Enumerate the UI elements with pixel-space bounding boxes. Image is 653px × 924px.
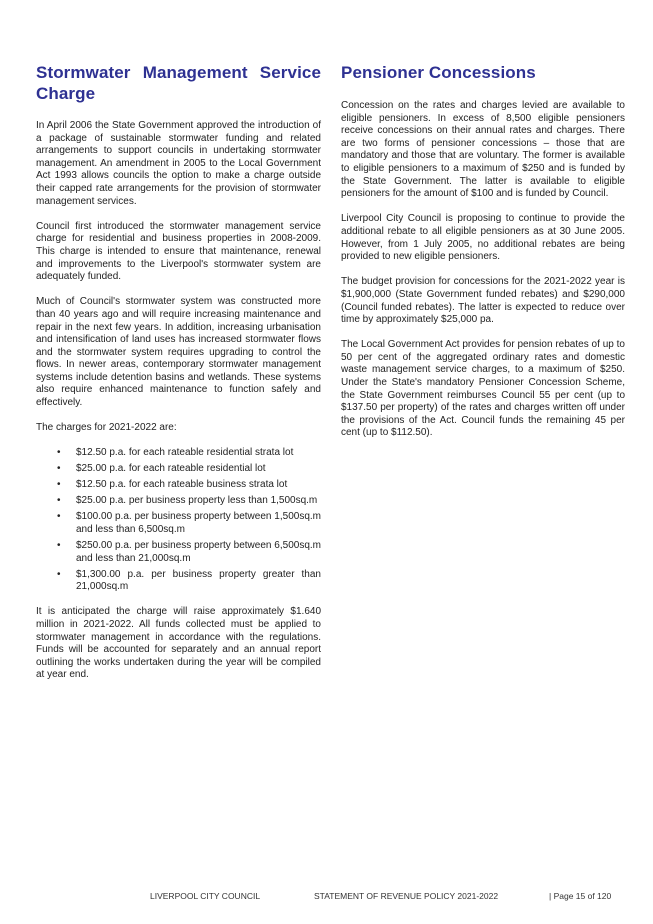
- charge-item: [36, 479, 321, 492]
- pensioner-paragraph: Liverpool City Council is proposing to continue to provide the additional rebate to all eligible pensioners as at 30 June 2005. However, from 1 July 2005, no additional rebates are being provided to new eligible pensioners.: [341, 213, 625, 263]
- charge-text: $250.00 p.a. per business property between 6,500sq.m and less than 21,000sq.m: [76, 539, 321, 564]
- stormwater-closing-paragraph: It is anticipated the charge will raise approximately $1.640 million in 2021-2022. All funds collected must be applied to stormwater management in accordance with the regulations. Funds will be accounted for separately and an annual report outlining the works undertaken during the year will be compiled at year end.: [36, 606, 321, 681]
- pensioner-paragraph: The budget provision for concessions for the 2021-2022 year is $1,900,000 (State Government funded rebates) and $290,000 (Council funded rebates). The latter is expected to reduce over time by approximately $25,000 pa.: [341, 276, 625, 326]
- charge-text: $25.00 p.a. for each rateable residential lot: [76, 462, 266, 474]
- charge-text: $100.00 p.a. per business property between 1,500sq.m and less than 6,500sq.m: [76, 511, 321, 535]
- charge-text: $25.00 p.a. per business property less than 1,500sq.m: [76, 495, 318, 507]
- bullet-icon: •: [57, 539, 61, 551]
- bullet-icon: •: [57, 446, 61, 458]
- footer-page-number: | Page 15 of 120: [549, 891, 612, 901]
- charge-item: [36, 569, 321, 594]
- bullet-icon: •: [57, 495, 61, 507]
- pensioner-heading: Pensioner Concessions: [341, 63, 536, 82]
- charge-item: [36, 447, 321, 460]
- bullet-icon: •: [57, 568, 61, 580]
- charge-text: $12.50 p.a. for each rateable business strata lot: [76, 479, 288, 491]
- stormwater-heading: Stormwater Management Service Charge: [36, 63, 321, 103]
- bullet-icon: •: [57, 462, 61, 474]
- stormwater-section: [36, 62, 321, 682]
- charges-list: [36, 447, 321, 594]
- footer-document-title: STATEMENT OF REVENUE POLICY 2021-2022: [314, 891, 499, 901]
- stormwater-paragraph: Much of Council's stormwater system was constructed more than 40 years ago and will require increasing maintenance and repair in the next few years. In addition, increasing urbanisation and intensification of land uses has increased stormwater flows and the stormwater system requires upgrading to control the flows. In newer areas, contemporary stormwater management systems include detention basins and wetlands. These systems also require enhanced maintenance to function safely and effectively.: [36, 296, 321, 409]
- charge-text: $1,300.00 p.a. per business property greater than 21,000sq.m: [76, 568, 321, 593]
- stormwater-paragraph: In April 2006 the State Government approved the introduction of a package of sustainable stormwater funding and related arrangements to support councils in undertaking stormwater management. An amendment in 2005 to the Local Government Act 1993 allows councils the option to make a charge outside their capped rate arrangements for the provision of stormwater management services.: [36, 120, 321, 207]
- stormwater-paragraph: Council first introduced the stormwater management service charge for residential and business properties in 2008-2009. This charge is intended to ensure that maintenance, renewal and improvements to the Liverpool's stormwater system are adequately funded.: [36, 220, 321, 283]
- charge-item: [36, 463, 321, 476]
- pensioner-paragraph: The Local Government Act provides for pension rebates of up to 50 per cent of the aggregated ordinary rates and domestic waste management service charges, to a maximum of $250. Under the State's mandatory Pensioner Concession Scheme, the State Government reimburses Council 55 per cent (up to $137.50 per property) of the rates and charges written off under the provisions of the Act. Council funds the remaining 45 per cent (up to $112.50).: [341, 339, 625, 439]
- footer-organisation: LIVERPOOL CITY COUNCIL: [150, 891, 261, 901]
- bullet-icon: •: [57, 479, 61, 491]
- bullet-icon: •: [57, 511, 61, 523]
- charge-item: [36, 511, 321, 536]
- pensioner-paragraph: Concession on the rates and charges levied are available to eligible pensioners. In excess of 8,500 eligible pensioners receive concessions on their annual rates and charges. There are two forms of pensioner concessions – those that are mandatory and those that are voluntary. The former is available to eligible pensioners to a maximum of $250 and is funded by the State Government. The latter is available to eligible pensioners for the amount of $100 and is funded by Council.: [341, 100, 625, 200]
- charges-intro: The charges for 2021-2022 are:: [36, 422, 177, 434]
- charge-text: $12.50 p.a. for each rateable residential strata lot: [76, 446, 294, 458]
- charge-item: [36, 495, 321, 508]
- charge-item: [36, 540, 321, 565]
- pensioner-section: [341, 62, 625, 440]
